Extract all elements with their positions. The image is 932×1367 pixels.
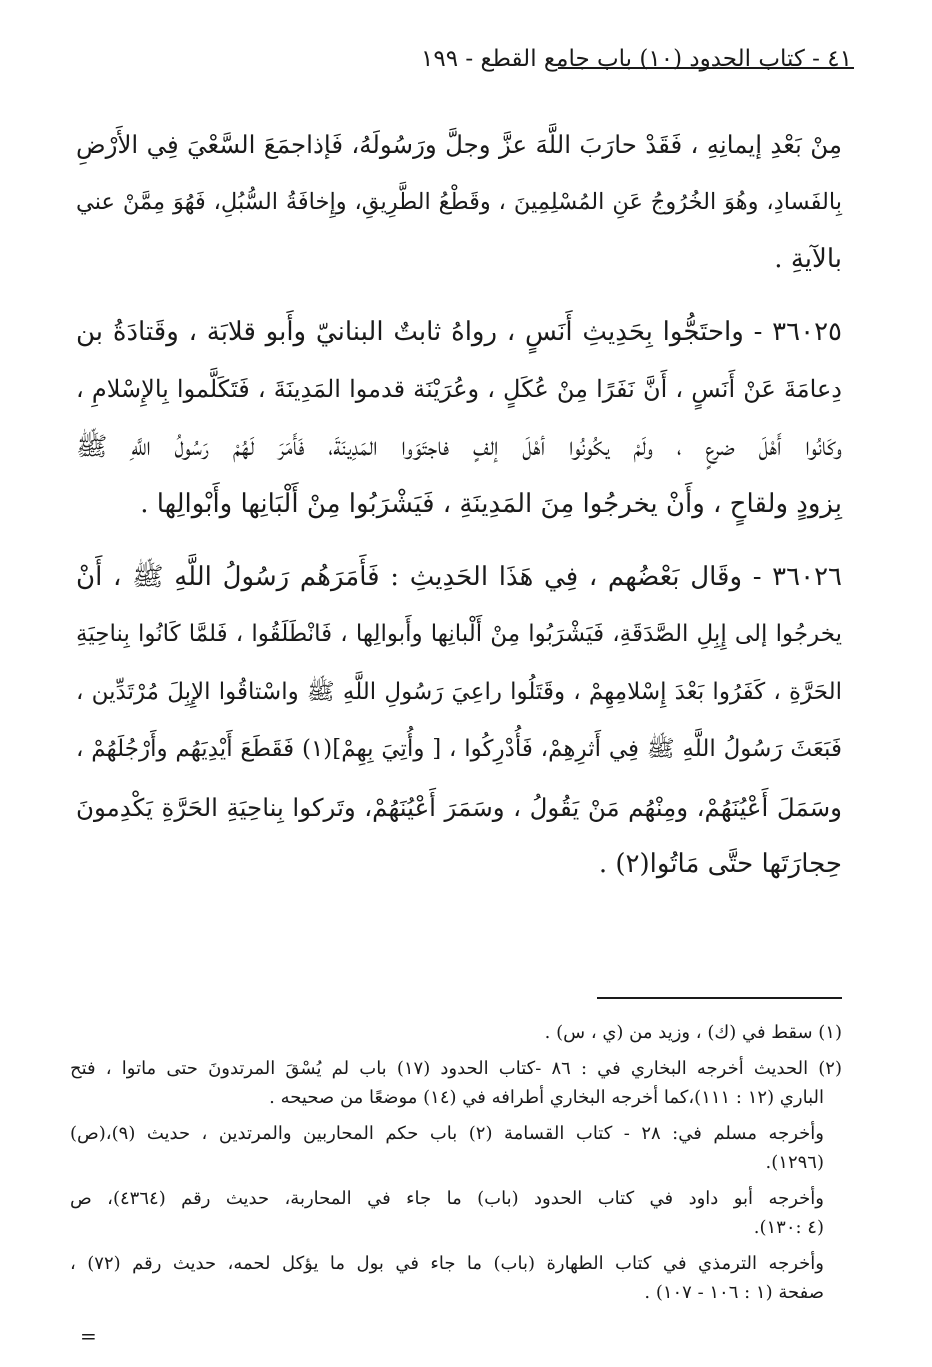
footnote-line: الباري (١٢ : ١١١)،كما أخرجه البخاري أطرافه في (١٤) موضعًا من صحيحه . bbox=[269, 1087, 824, 1108]
text-line: حِجارَتَها حتَّى مَاتُوا(٢) . bbox=[598, 849, 842, 879]
footnotes bbox=[70, 1018, 842, 1308]
footnote-line: وأخرجه أبو داود في كتاب الحدود (باب) ما جاء في المحاربة، حديث رقم (٤٣٦٤)، ص bbox=[70, 1187, 824, 1209]
text-line: بِالفَسادِ، وهُوَ الخُرُوجُ عَنِ المُسْلِمِينَ ، وقَطْعُ الطَّرِيقِ، وإِخافَةُ السُّبُلِ، فَهُوَ مِمَّنْ عني bbox=[76, 188, 842, 215]
text-line: بِزودٍ ولقاحٍ ، وأَنْ يخرجُوا مِنَ المَدِينَةِ ، فَيَشْرَبُوا مِنْ أَلْبَانِها وأَبْوالِها . bbox=[140, 489, 842, 519]
text-line: الحَرَّةِ ، كَفَرُوا بَعْدَ إِسْلامِهِمْ ، وقَتَلُوا راعِيَ رَسُولِ اللَّهِ ﷺ واسْتاقُوا الإِبِلَ مُرْتَدِّين ، bbox=[76, 678, 842, 705]
header-rule bbox=[558, 67, 854, 69]
text-line: دِعامَةَ عَنْ أَنَسٍ ، أَنَّ نَفَرًا مِنْ عُكَلٍ ، وعُرَيْنَة قدموا المَدِينَةَ ، فَتَكَلَّموا بِالإِسْلامِ ، bbox=[76, 375, 842, 403]
main-text bbox=[76, 116, 842, 894]
text-line: مِنْ بَعْدِ إيمانِهِ ، فَقَدْ حارَبَ اللَّهَ عزَّ وجلَّ ورَسُولَهُ، فَإذاجمَعَ السَّعْيَ فِي الأَرْضِ bbox=[76, 130, 842, 159]
text-line: بالآيةِ . bbox=[774, 244, 842, 274]
footnote-separator bbox=[597, 997, 842, 999]
paragraph-36025-line: ٣٦٠٢٥ - واحتَجُّوا بِحَدِيثِ أَنَسٍ ، رواهُ ثابتٌ البنانيّ وأَبو قلابَة ، وقَتادَةُ بن bbox=[76, 316, 842, 347]
continuation-mark: = bbox=[80, 1324, 97, 1348]
paragraph-36026-line: ٣٦٠٢٦ - وقَال بَعْضُهم ، فِي هَذَا الحَدِيثِ : فَأَمَرَهُم رَسُولُ اللَّهِ ﷺ ، أَنْ bbox=[76, 561, 842, 592]
text-line: وكَانُوا أَهْلَ ضرعٍ ، ولَمْ يكُونُوا أهْلَ إلفٍ فاجتَوَوا المَدِينَةَ، فَأَمَرَ لَهُمْ رَسُولُ اللَّهِ ﷺ bbox=[76, 431, 842, 462]
text-line: يخرجُوا إلى إِبِلِ الصَّدَقَةِ، فَيَشْرَبُوا مِنْ أَلْبانِها وأَبوالِها ، فَانْطَلَقُوا ، فَلمَّا كَانُوا بِناحِيَةِ bbox=[76, 621, 842, 647]
text-line: فَبَعَثَ رَسُولُ اللَّهِ ﷺ فِي أَثرِهِمْ، فَأُدْرِكُوا ، [ وأُتِيَ بِهِمْ](١) فَقَطَعَ أَيْدِيَهُم وأَرْجُلَهُمْ ، bbox=[76, 736, 842, 762]
footnote-1: (١) سقط في (ك) ، وزيد من (ي ، س) . bbox=[544, 1022, 842, 1043]
footnote-line: صفحة (١ : ١٠٦ - ١٠٧) . bbox=[644, 1282, 824, 1303]
footnote-line: (٤ :١٣٠). bbox=[753, 1217, 824, 1238]
running-title: ٤١ - كتاب الحدود (١٠) باب جامع القطع - ١٩٩ bbox=[420, 46, 852, 72]
page-header bbox=[78, 44, 852, 84]
text-line: وسَمَلَ أَعْيُنَهُمْ، ومِنْهُم مَنْ يَقُولُ ، وسَمَرَ أَعْيُنَهُمْ، وتَركوا بِناحِيَةِ الحَرَّةِ يَكْدِمونَ bbox=[76, 792, 842, 822]
footnote-2: (٢) الحديث أخرجه البخاري في : ٨٦ -كتاب الحدود (١٧) باب لم يُسْقَ المرتدونَ حتى ماتوا ، فتح bbox=[70, 1057, 842, 1079]
footnote-line: وأخرجه مسلم في: ٢٨ - كتاب القسامة (٢) باب حكم المحاربين والمرتدين ، حديث (٩)،(ص) bbox=[70, 1122, 824, 1144]
footnote-line: وأخرجه الترمذي في كتاب الطهارة (باب) ما جاء في بول ما يؤكل لحمه، حديث رقم (٧٢) ، bbox=[70, 1252, 825, 1274]
footnote-line: (١٢٩٦). bbox=[765, 1152, 824, 1173]
